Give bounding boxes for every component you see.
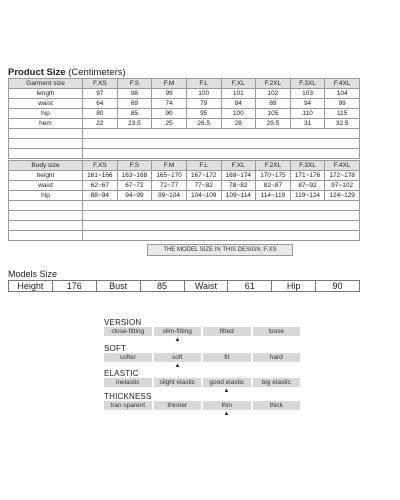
- table-cell: 100: [186, 89, 221, 99]
- row-label-cell: hip: [9, 191, 83, 201]
- models-size-value: 61: [228, 281, 272, 291]
- attribute-soft: [104, 344, 300, 370]
- table-header-row: [9, 161, 360, 171]
- table-cell: 78~82: [221, 181, 256, 191]
- empty-cell: [83, 211, 360, 221]
- table-cell: 94~99: [117, 191, 152, 201]
- attribute-option: tran sparent: [104, 401, 152, 410]
- attribute-title: SOFT: [104, 344, 127, 353]
- table-row: [9, 181, 360, 191]
- table-cell: F.M: [152, 79, 187, 89]
- attribute-option: loose: [253, 327, 301, 336]
- garment-size-table: [8, 78, 360, 159]
- body-size-table: [8, 160, 360, 241]
- row-label-cell: Body size: [9, 161, 83, 171]
- table-cell: F.S: [117, 79, 152, 89]
- row-label-cell: height: [9, 171, 83, 181]
- row-label-cell: waist: [9, 99, 83, 109]
- table-cell: 99: [325, 99, 360, 109]
- empty-cell: [83, 139, 360, 149]
- row-label-cell: length: [9, 89, 83, 99]
- table-cell: 99~104: [152, 191, 187, 201]
- table-cell: 69: [117, 99, 152, 109]
- empty-cell: [83, 231, 360, 241]
- table-cell: 95: [186, 109, 221, 119]
- attribute-option: thin: [203, 401, 251, 410]
- row-label-cell: waist: [9, 181, 83, 191]
- table-cell: 90: [152, 109, 187, 119]
- table-cell: F.3XL: [290, 79, 325, 89]
- selected-marker-icon: ▲: [223, 388, 230, 394]
- empty-table-row: [9, 201, 360, 211]
- table-cell: 115: [325, 109, 360, 119]
- table-cell: 82~87: [256, 181, 291, 191]
- table-cell: 119~124: [290, 191, 325, 201]
- attribute-option: close-fitting: [104, 327, 152, 336]
- table-cell: 102: [256, 89, 291, 99]
- table-cell: F.XL: [221, 79, 256, 89]
- empty-cell: [83, 129, 360, 139]
- table-cell: 80: [83, 109, 118, 119]
- table-cell: 170~175: [256, 171, 291, 181]
- table-cell: 79: [186, 99, 221, 109]
- models-size-title: Models Size: [8, 269, 58, 279]
- table-cell: 89: [256, 99, 291, 109]
- row-label-cell: Garment size: [9, 79, 83, 89]
- table-cell: F.L: [186, 161, 221, 171]
- attribute-option: inelastic: [104, 378, 152, 387]
- models-size-value: 176: [53, 281, 97, 291]
- table-cell: F.L: [186, 79, 221, 89]
- table-cell: 62~67: [83, 181, 118, 191]
- empty-cell: [9, 201, 83, 211]
- table-cell: 25: [152, 119, 187, 129]
- product-size-unit: (Centimeters): [68, 67, 126, 78]
- attribute-option: soft: [154, 353, 202, 362]
- empty-table-row: [9, 149, 360, 159]
- models-size-row: [8, 280, 360, 292]
- table-cell: 167~172: [186, 171, 221, 181]
- marker-slot: [251, 336, 300, 344]
- marker-row: [104, 410, 300, 418]
- table-cell: F.S: [117, 161, 152, 171]
- table-cell: 103: [290, 89, 325, 99]
- table-cell: F.XS: [83, 161, 118, 171]
- table-cell: 104~109: [186, 191, 221, 201]
- attribute-version: [104, 318, 300, 344]
- empty-cell: [9, 221, 83, 231]
- empty-table-row: [9, 221, 360, 231]
- table-cell: 98: [117, 89, 152, 99]
- table-cell: 101: [221, 89, 256, 99]
- table-cell: 97: [83, 89, 118, 99]
- table-row: [9, 119, 360, 129]
- table-row: [9, 89, 360, 99]
- marker-slot: [104, 410, 153, 418]
- table-cell: 32.5: [325, 119, 360, 129]
- empty-cell: [9, 129, 83, 139]
- empty-cell: [9, 231, 83, 241]
- table-cell: F.XS: [83, 79, 118, 89]
- table-cell: 74: [152, 99, 187, 109]
- table-cell: 29.5: [256, 119, 291, 129]
- attribute-option-bar: [104, 401, 300, 410]
- product-size-heading: Product Size: [8, 67, 66, 78]
- models-size-label: Height: [9, 281, 53, 291]
- table-cell: 64: [83, 99, 118, 109]
- table-cell: F.M: [152, 161, 187, 171]
- marker-row: [104, 336, 300, 344]
- empty-table-row: [9, 139, 360, 149]
- models-size-value: 85: [141, 281, 185, 291]
- selected-marker-icon: ▲: [174, 337, 181, 343]
- attribute-option: thinner: [154, 401, 202, 410]
- table-cell: 105: [256, 109, 291, 119]
- attribute-option: fit: [203, 353, 251, 362]
- empty-table-row: [9, 231, 360, 241]
- attribute-title: THICKNESS: [104, 392, 152, 401]
- attribute-option: good elastic: [203, 378, 251, 387]
- empty-cell: [9, 211, 83, 221]
- attribute-option: hard: [253, 353, 301, 362]
- attribute-option: slim-fitting: [154, 327, 202, 336]
- table-row: [9, 99, 360, 109]
- table-cell: 26.5: [186, 119, 221, 129]
- table-row: [9, 109, 360, 119]
- table-cell: 163~168: [117, 171, 152, 181]
- table-cell: 23.5: [117, 119, 152, 129]
- table-cell: 110: [290, 109, 325, 119]
- table-cell: 84: [221, 99, 256, 109]
- table-cell: 22: [83, 119, 118, 129]
- table-cell: F.4XL: [325, 161, 360, 171]
- table-cell: 87~92: [290, 181, 325, 191]
- table-row: [9, 171, 360, 181]
- table-header-row: [9, 79, 360, 89]
- empty-table-row: [9, 129, 360, 139]
- table-cell: 124~129: [325, 191, 360, 201]
- empty-cell: [9, 139, 83, 149]
- empty-cell: [9, 149, 83, 159]
- table-cell: F.XL: [221, 161, 256, 171]
- attribute-title: VERSION: [104, 318, 142, 327]
- table-cell: 172~178: [325, 171, 360, 181]
- table-cell: 169~174: [221, 171, 256, 181]
- table-cell: 77~82: [186, 181, 221, 191]
- table-cell: 171~176: [290, 171, 325, 181]
- table-cell: F.2XL: [256, 79, 291, 89]
- table-cell: 72~77: [152, 181, 187, 191]
- empty-cell: [83, 149, 360, 159]
- selected-marker-icon: ▲: [174, 363, 181, 369]
- empty-cell: [83, 221, 360, 231]
- table-cell: 97~102: [325, 181, 360, 191]
- table-cell: 94: [290, 99, 325, 109]
- table-cell: F.2XL: [256, 161, 291, 171]
- marker-slot: [202, 336, 251, 344]
- attribute-option: big elastic: [253, 378, 301, 387]
- empty-cell: [83, 201, 360, 211]
- attribute-option: thick: [253, 401, 301, 410]
- attribute-option-bar: [104, 327, 300, 336]
- table-cell: F.3XL: [290, 161, 325, 171]
- table-cell: 104: [325, 89, 360, 99]
- selected-marker-icon: ▲: [223, 411, 230, 417]
- attribute-option: slight elastic: [154, 378, 202, 387]
- marker-slot: [104, 336, 153, 344]
- table-cell: 99: [152, 89, 187, 99]
- table-cell: 67~72: [117, 181, 152, 191]
- table-cell: 28: [221, 119, 256, 129]
- attribute-thickness: [104, 392, 300, 418]
- row-label-cell: hip: [9, 109, 83, 119]
- attribute-option: softer: [104, 353, 152, 362]
- table-cell: 165~170: [152, 171, 187, 181]
- attribute-option-bar: [104, 378, 300, 387]
- table-cell: 114~119: [256, 191, 291, 201]
- table-row: [9, 191, 360, 201]
- table-cell: 109~114: [221, 191, 256, 201]
- models-size-label: Bust: [97, 281, 141, 291]
- table-cell: F.4XL: [325, 79, 360, 89]
- table-cell: 31: [290, 119, 325, 129]
- table-cell: 161~166: [83, 171, 118, 181]
- models-size-label: Hip: [272, 281, 316, 291]
- attribute-title: ELASTIC: [104, 369, 139, 378]
- table-cell: 100: [221, 109, 256, 119]
- model-size-note: THE MODEL SIZE IN THIS DESIGN :F.XS: [147, 244, 293, 256]
- attribute-option: fitted: [203, 327, 251, 336]
- attribute-option-bar: [104, 353, 300, 362]
- table-cell: 88~94: [83, 191, 118, 201]
- models-size-label: Waist: [185, 281, 229, 291]
- product-size-title: [8, 67, 126, 78]
- row-label-cell: hem: [9, 119, 83, 129]
- models-size-value: 90: [332, 281, 343, 291]
- marker-slot: [153, 410, 202, 418]
- table-cell: 85: [117, 109, 152, 119]
- empty-table-row: [9, 211, 360, 221]
- marker-slot: [251, 410, 300, 418]
